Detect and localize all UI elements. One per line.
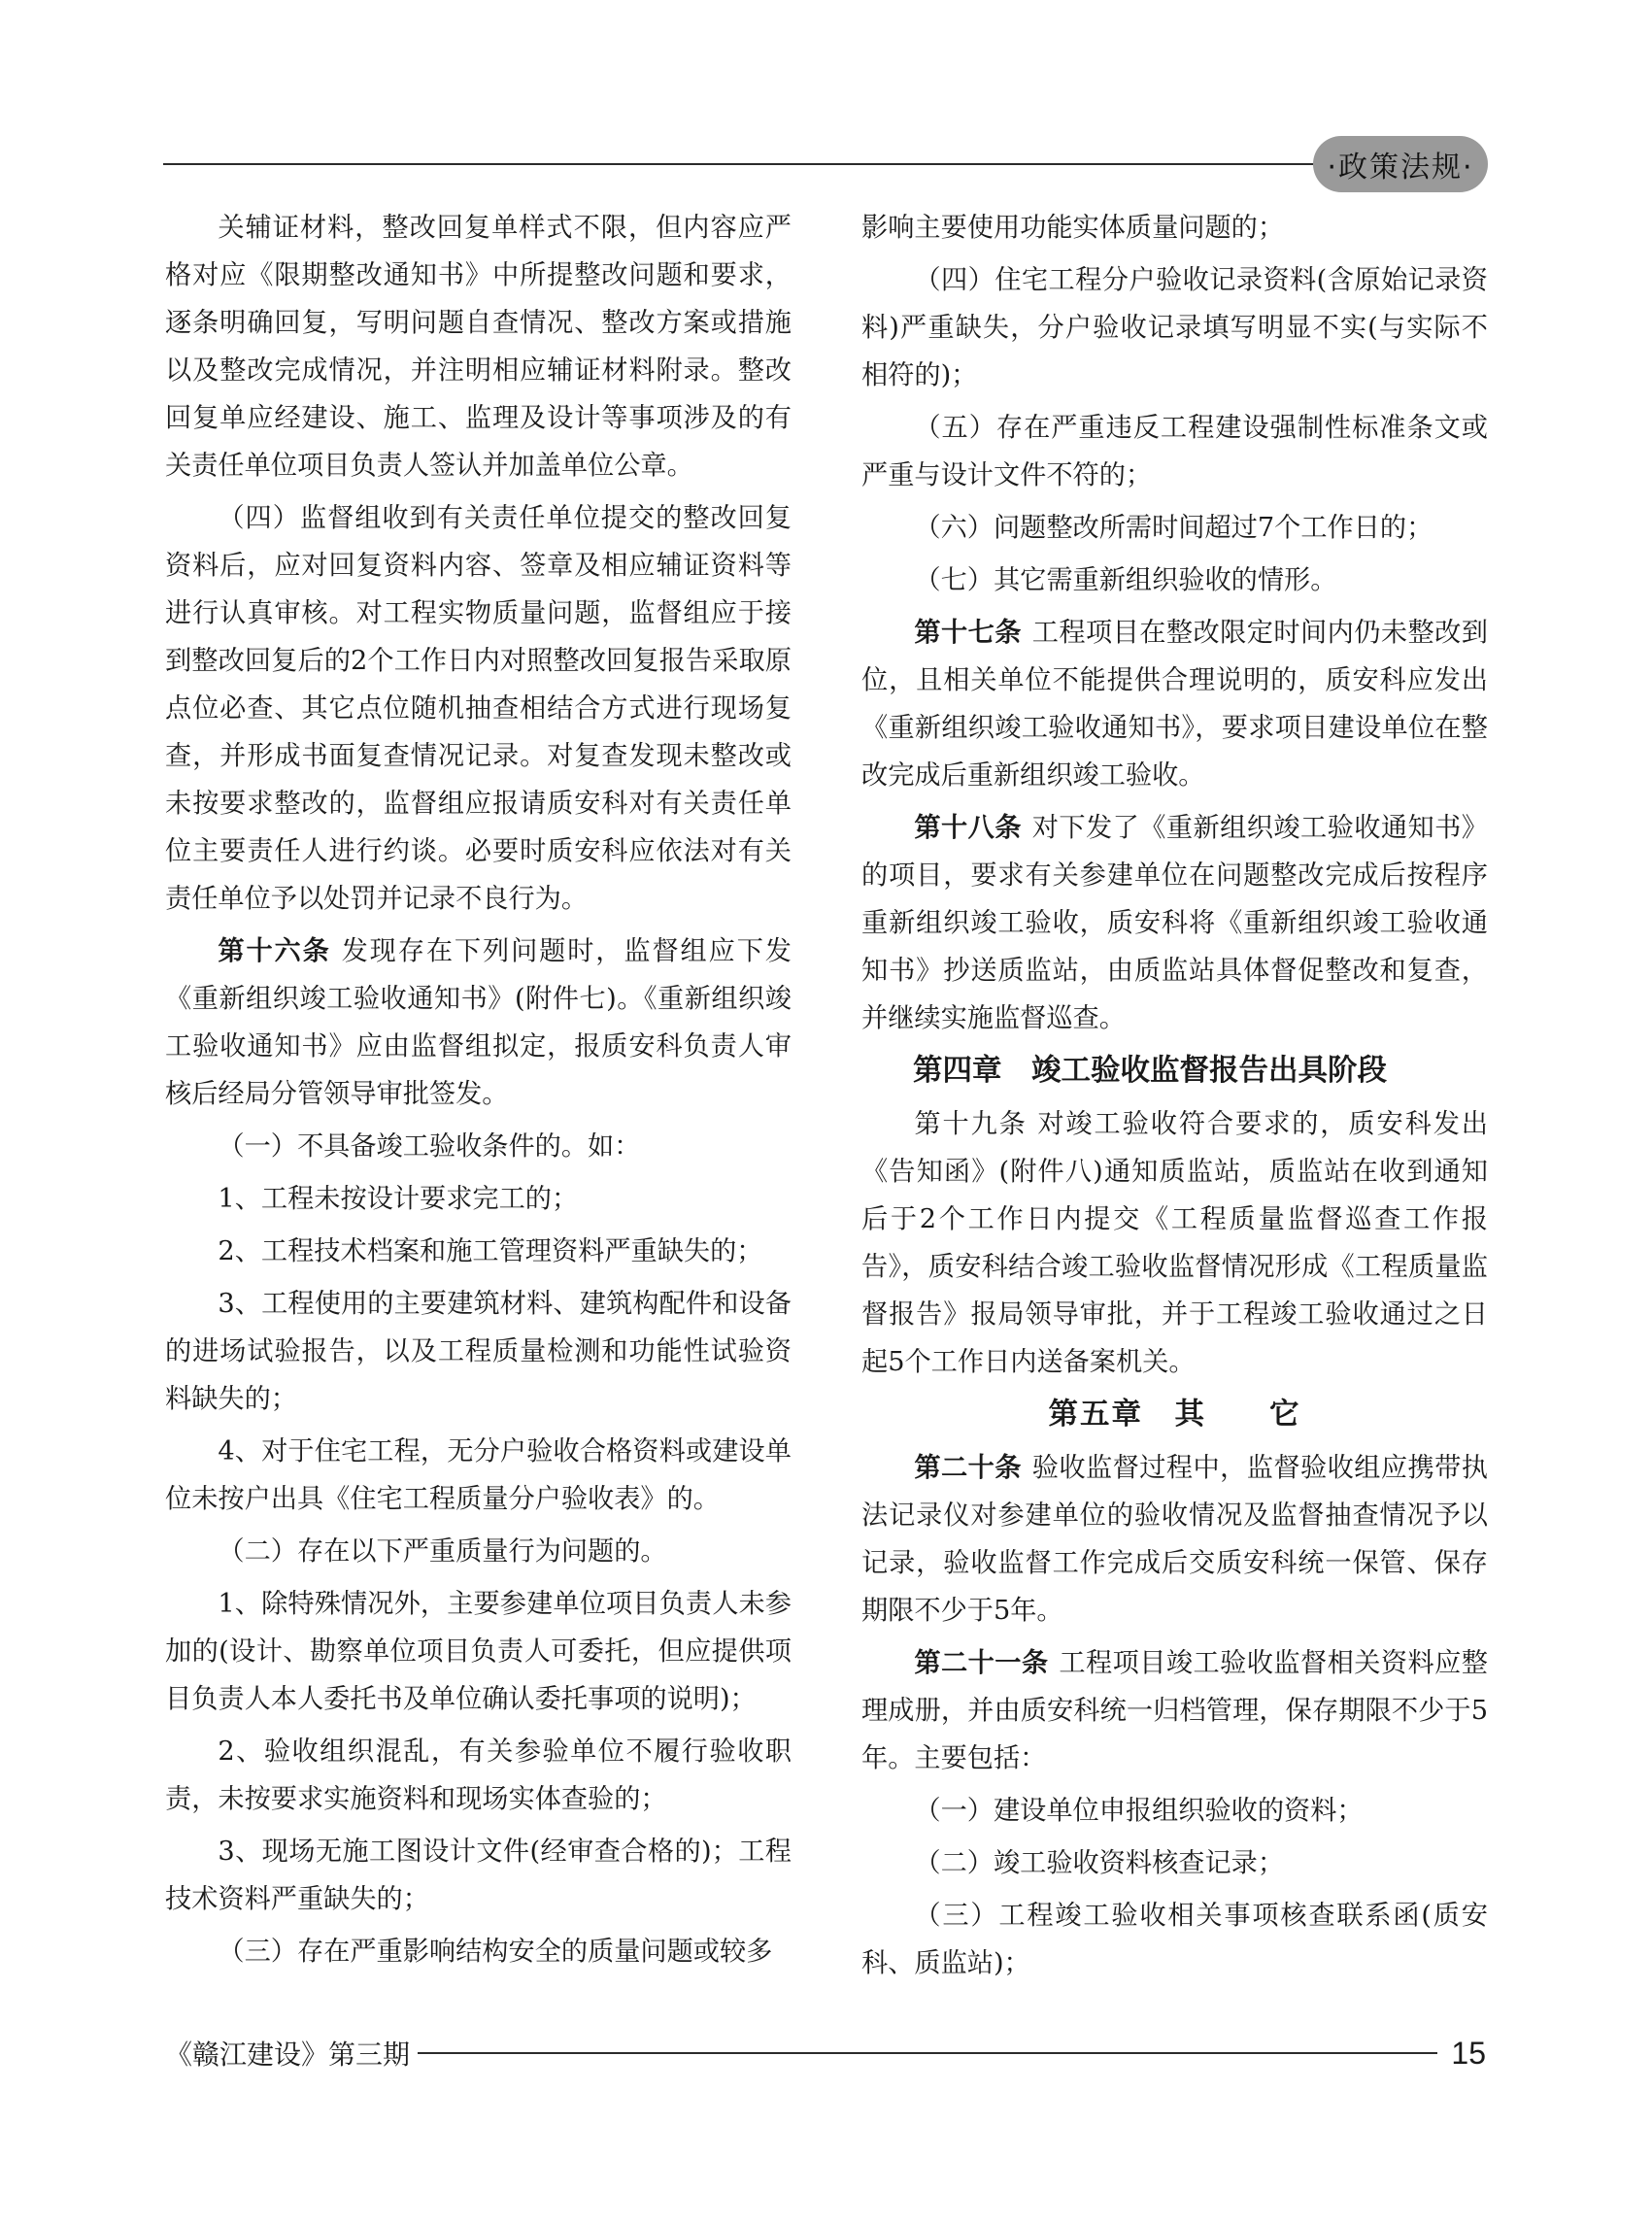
article-number: 第十八条 <box>914 812 1022 843</box>
header-rule <box>163 163 1314 165</box>
paragraph <box>861 256 1488 399</box>
paragraph <box>861 1892 1488 1987</box>
paragraph-text: （三）存在严重影响结构安全的质量问题或较多 <box>218 1937 773 1967</box>
paragraph-text: （四）住宅工程分户验收记录资料(含原始记录资料)严重缺失，分户验收记录填写明显不实(与实际不相符的)； <box>861 265 1488 390</box>
paragraph-text: 验收监督过程中，监督验收组应携带执法记录仪对参建单位的验收情况及监督抽查情况予以记录，验收监督工作完成后交质安科统一保管、保存期限不少于5年。 <box>861 1453 1488 1626</box>
paragraph <box>861 609 1488 799</box>
right-column <box>861 204 1488 1992</box>
paragraph <box>861 556 1488 604</box>
paragraph-text: 发现存在下列问题时，监督组应下发《重新组织竣工验收通知书》(附件七)。《重新组织竣工验收通知书》应由监督组拟定，报质安科负责人审核后经局分管领导审批签发。 <box>165 936 792 1109</box>
paragraph-text: 第十九条 对竣工验收符合要求的，质安科发出《告知函》(附件八)通知质监站，质监站在收到通知后于2个工作日内提交《工程质量监督巡查工作报告》，质安科结合竣工验收监督情况形成《工程质量监督报告》报局领导审批，并于工程竣工验收通过之日起5个工作日内送备案机关。 <box>861 1109 1488 1377</box>
journal-title: 《赣江建设》第三期 <box>165 2039 411 2071</box>
paragraph <box>861 1444 1488 1635</box>
paragraph <box>861 504 1488 552</box>
paragraph-text: 2、验收组织混乱，有关参验单位不履行验收职责，未按要求实施资料和现场实体查验的； <box>165 1736 792 1814</box>
paragraph <box>165 1280 792 1423</box>
paragraph <box>861 1839 1488 1887</box>
article-number: 第二十一条 <box>914 1647 1049 1678</box>
paragraph <box>165 927 792 1118</box>
paragraph <box>861 204 1488 252</box>
paragraph <box>861 1639 1488 1782</box>
footer-rule <box>418 2052 1437 2054</box>
page-number: 15 <box>1451 2035 1486 2071</box>
paragraph <box>165 494 792 923</box>
chapter-heading: 第四章 竣工验收监督报告出具阶段 <box>913 1054 1387 1088</box>
footer <box>165 2032 1486 2074</box>
section-tag-label: ·政策法规· <box>1327 151 1474 185</box>
left-column <box>165 204 792 1980</box>
paragraph <box>861 1100 1488 1386</box>
paragraph-text: 对下发了《重新组织竣工验收通知书》的项目，要求有关参建单位在问题整改完成后按程序重新组织竣工验收，质安科将《重新组织竣工验收通知书》抄送质监站，由质监站具体督促整改和复查，并继续实施监督巡查。 <box>861 813 1488 1033</box>
paragraph <box>165 1928 792 1975</box>
paragraph-text: 工程项目在整改限定时间内仍未整改到位，且相关单位不能提供合理说明的，质安科应发出《重新组织竣工验收通知书》，要求项目建设单位在整改完成后重新组织竣工验收。 <box>861 618 1488 791</box>
paragraph <box>165 1228 792 1275</box>
paragraph <box>165 204 792 489</box>
paragraph-text: （三）工程竣工验收相关事项核查联系函(质安科、质监站)； <box>861 1901 1488 1978</box>
paragraph <box>165 1728 792 1823</box>
paragraph <box>165 1428 792 1523</box>
section-tag <box>1313 136 1488 192</box>
paragraph-text: （四）监督组收到有关责任单位提交的整改回复资料后，应对回复资料内容、签章及相应辅证资料等进行认真审核。对工程实物质量问题，监督组应于接到整改回复后的2个工作日内对照整改回复报告采取原点位必查、其它点位随机抽查相结合方式进行现场复查，并形成书面复查情况记录。对复查发现未整改或未按要求整改的，监督组应报请质安科对有关责任单位主要责任人进行约谈。必要时质安科应依法对有关责任单位予以处罚并记录不良行为。 <box>165 503 792 914</box>
paragraph <box>861 804 1488 1042</box>
paragraph-text: （二）存在以下严重质量行为问题的。 <box>218 1536 667 1567</box>
paragraph-text: 2、工程技术档案和施工管理资料严重缺失的； <box>218 1236 763 1266</box>
article-number: 第十七条 <box>914 617 1022 648</box>
article-number: 第二十条 <box>914 1452 1022 1483</box>
paragraph-text: （一）不具备竣工验收条件的。如： <box>218 1131 641 1162</box>
paragraph <box>861 404 1488 499</box>
paragraph-text: （七）其它需重新组织验收的情形。 <box>914 565 1337 595</box>
paragraph <box>861 1787 1488 1835</box>
chapter-heading: 第五章 其 它 <box>1048 1398 1301 1432</box>
paragraph <box>165 1123 792 1170</box>
paragraph-text: 4、对于住宅工程，无分户验收合格资料或建设单位未按户出具《住宅工程质量分户验收表》的。 <box>165 1436 792 1514</box>
paragraph <box>165 1828 792 1923</box>
paragraph-text: 工程项目竣工验收监督相关资料应整理成册，并由质安科统一归档管理，保存期限不少于5年。主要包括： <box>861 1648 1488 1773</box>
paragraph-text: 影响主要使用功能实体质量问题的； <box>861 213 1285 243</box>
paragraph <box>165 1175 792 1223</box>
paragraph-text: （五）存在严重违反工程建设强制性标准条文或严重与设计文件不符的； <box>861 413 1488 490</box>
article-number: 第十六条 <box>218 935 331 966</box>
paragraph-text: 3、现场无施工图设计文件(经审查合格的)；工程技术资料严重缺失的； <box>165 1837 792 1914</box>
paragraph-text: 1、除特殊情况外，主要参建单位项目负责人未参加的(设计、勘察单位项目负责人可委托，但应提供项目负责人本人委托书及单位确认委托事项的说明)； <box>165 1589 792 1714</box>
paragraph-text: 关辅证材料，整改回复单样式不限，但内容应严格对应《限期整改通知书》中所提整改问题和要求，逐条明确回复，写明问题自查情况、整改方案或措施以及整改完成情况，并注明相应辅证材料附录。整改回复单应经建设、施工、监理及设计等事项涉及的有关责任单位项目负责人签认并加盖单位公章。 <box>165 213 792 481</box>
paragraph-text: （一）建设单位申报组织验收的资料； <box>914 1796 1364 1826</box>
paragraph <box>165 1580 792 1723</box>
paragraph-text: 1、工程未按设计要求完工的； <box>218 1184 579 1214</box>
paragraph-text: 3、工程使用的主要建筑材料、建筑构配件和设备的进场试验报告，以及工程质量检测和功能性试验资料缺失的； <box>165 1289 792 1414</box>
paragraph-text: （六）问题整改所需时间超过7个工作日的； <box>914 513 1433 543</box>
paragraph <box>165 1528 792 1575</box>
paragraph-text: （二）竣工验收资料核查记录； <box>914 1848 1285 1878</box>
